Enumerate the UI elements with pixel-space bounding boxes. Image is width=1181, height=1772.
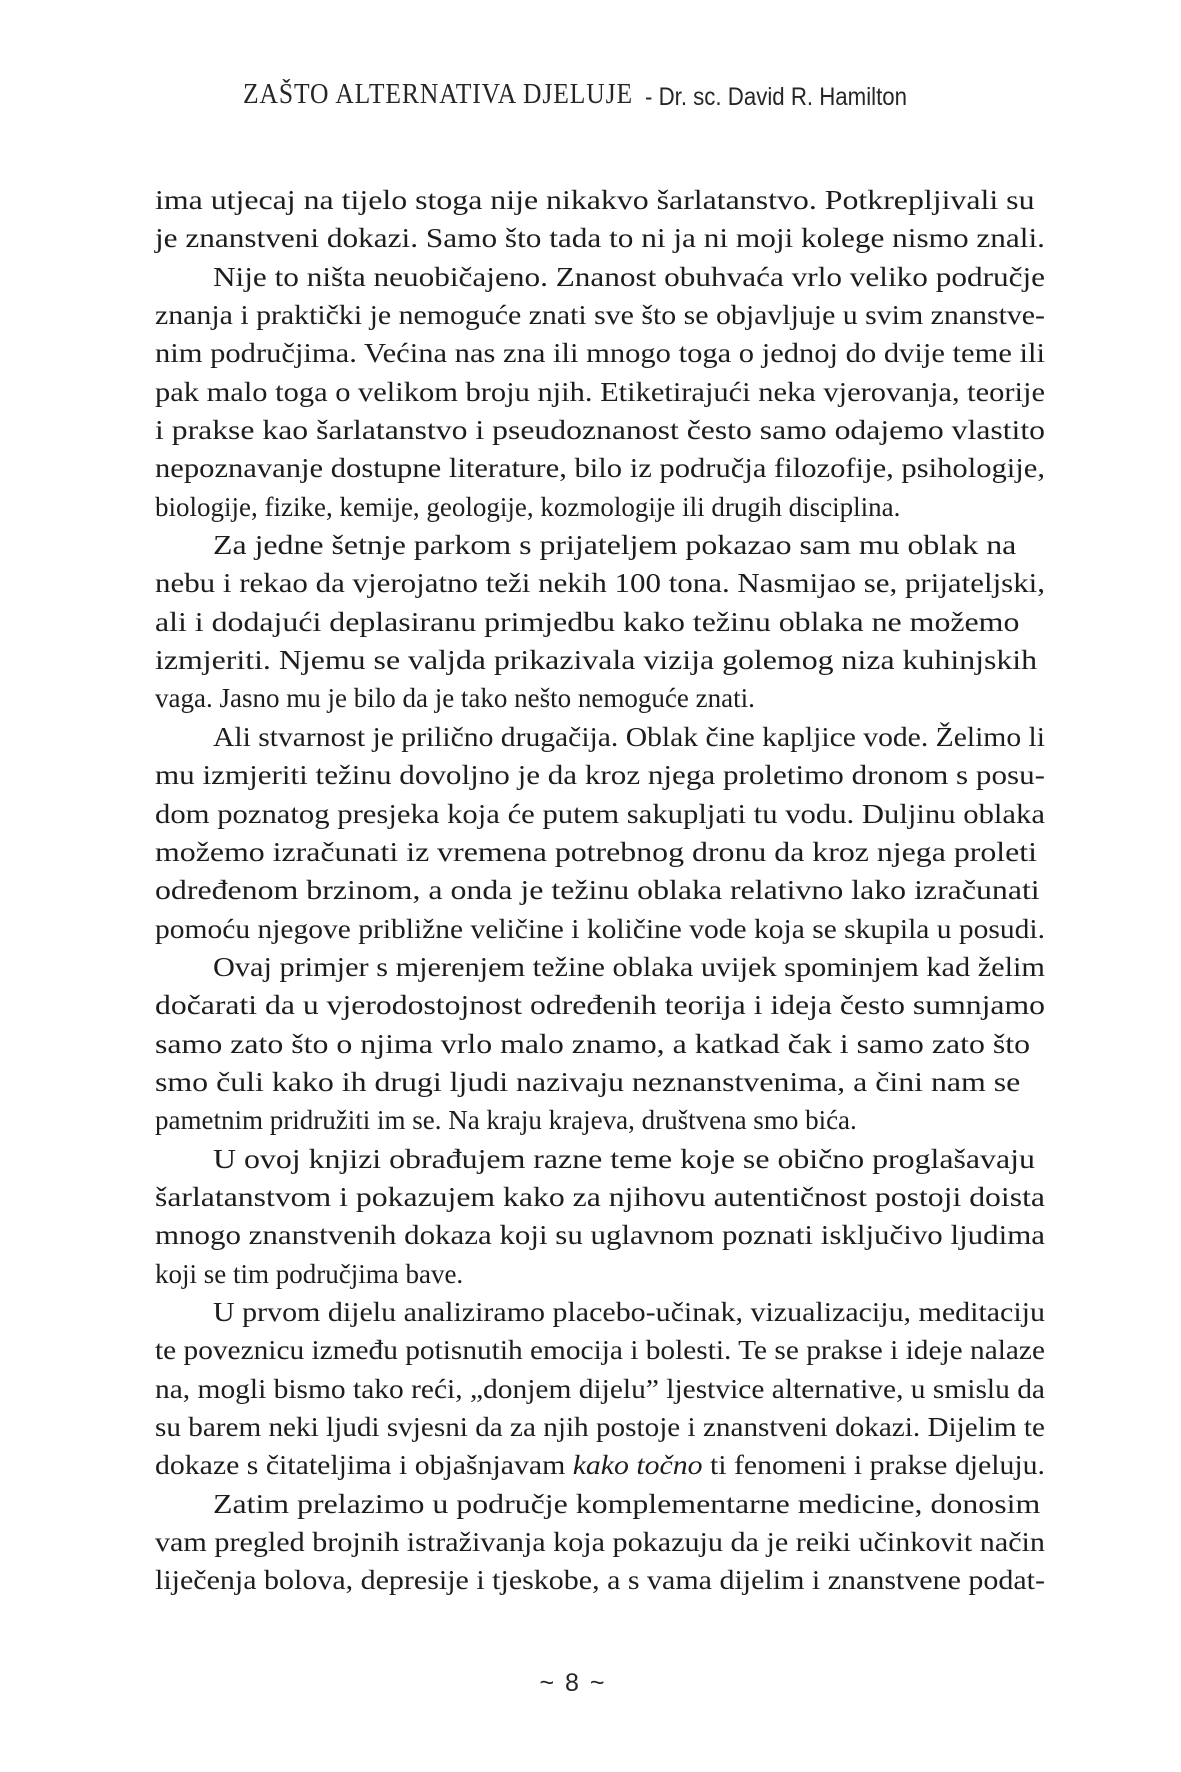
paragraph <box>155 1293 1045 1485</box>
text-line-content: liječenja bolova, depresije i tjeskobe, a s vama dijelim i znanstvene podat- <box>155 1565 1045 1596</box>
text-line <box>155 1446 1045 1484</box>
text-line <box>155 258 1045 296</box>
text-line-content: dom poznatog presjeka koja će putem sakupljati tu vodu. Duljinu oblaka <box>155 798 1045 829</box>
page-number: ~ 8 ~ <box>539 1669 607 1697</box>
paragraph <box>155 948 1045 1140</box>
text-line <box>155 1140 1045 1178</box>
italic-phrase: kako točno <box>572 1450 703 1481</box>
book-title: ZAŠTO ALTERNATIVA DJELUJE <box>243 79 633 110</box>
text-line-content: nebu i rekao da vjerojatno teži nekih 100 tona. Nasmijao se, prijateljski, <box>155 568 1045 599</box>
text-line <box>155 756 1045 794</box>
text-line <box>155 1331 1045 1369</box>
text-line <box>155 679 1045 717</box>
text-line-content: Ovaj primjer s mjerenjem težine oblaka uvijek spominjem kad želim <box>213 951 1045 982</box>
text-line <box>155 1523 1045 1561</box>
text-line <box>155 449 1045 487</box>
text-line <box>155 1370 1045 1408</box>
text-line-content: nim područjima. Većina nas zna ili mnogo toga o jednoj do dvije teme ili <box>155 338 1045 369</box>
text-line <box>155 1293 1045 1331</box>
text-line-content: ali i dodajući deplasiranu primjedbu kako težinu oblaka ne možemo <box>155 606 1020 637</box>
text-line-content: U ovoj knjizi obrađujem razne teme koje se obično proglašavaju <box>213 1143 1035 1174</box>
text-line-content: šarlatanstvom i pokazujem kako za njihovu autentičnost postoji doista <box>155 1181 1045 1212</box>
text-line <box>155 334 1045 372</box>
text-line-content: Zatim prelazimo u područje komplementarne medicine, donosim <box>213 1488 1041 1519</box>
text-line <box>155 641 1045 679</box>
text-line <box>155 373 1045 411</box>
text-line <box>155 833 1045 871</box>
text-line-content: smo čuli kako ih drugi ljudi nazivaju neznanstvenima, a čini nam se <box>155 1066 1021 1097</box>
text-line-content: mnogo znanstvenih dokaza koji su uglavnom poznati isključivo ljudima <box>155 1220 1045 1251</box>
text-line <box>155 526 1045 564</box>
text-line <box>155 1561 1045 1599</box>
text-line-content: te poveznicu između potisnutih emocija i bolesti. Te se prakse i ideje nalaze <box>155 1335 1045 1366</box>
text-line <box>155 603 1045 641</box>
text-line-content: vam pregled brojnih istraživanja koja pokazuju da je reiki učinkovit način <box>155 1527 1045 1558</box>
text-line-content: nepoznavanje dostupne literature, bilo iz područja filozofije, psihologije, <box>155 453 1045 484</box>
text-line-content: Za jedne šetnje parkom s prijateljem pokazao sam mu oblak na <box>213 530 1017 561</box>
paragraph <box>155 181 1045 258</box>
text-line-content: određenom brzinom, a onda je težinu oblaka relativno lako izračunati <box>155 875 1040 906</box>
text-line <box>155 1216 1045 1254</box>
text-line <box>155 219 1045 257</box>
text-line-content: ima utjecaj na tijelo stoga nije nikakvo šarlatanstvo. Potkrepljivali su <box>155 185 1035 215</box>
body-text <box>155 181 1045 1600</box>
text-line <box>155 986 1045 1024</box>
paragraph <box>155 258 1045 526</box>
text-line <box>155 1178 1045 1216</box>
text-line-content <box>155 1446 1045 1484</box>
text-line-content: pametnim pridružiti im se. Na kraju krajeva, društvena smo bića. <box>155 1105 857 1136</box>
running-header <box>0 0 1181 140</box>
text-line <box>155 1025 1045 1063</box>
text-line <box>155 296 1045 334</box>
text-segment: ti fenomeni i prakse djeluju. <box>702 1450 1045 1481</box>
text-line <box>155 1408 1045 1446</box>
paragraph <box>155 1485 1045 1600</box>
text-line-content: Nije to ništa neuobičajeno. Znanost obuhvaća vrlo veliko područje <box>213 261 1045 292</box>
text-line <box>155 411 1045 449</box>
text-line <box>155 1063 1045 1101</box>
text-line-content: su barem neki ljudi svjesni da za njih postoje i znanstveni dokazi. Dijelim te <box>155 1412 1045 1442</box>
text-line <box>155 910 1045 948</box>
paragraph <box>155 718 1045 948</box>
text-line-content: biologije, fizike, kemije, geologije, kozmologije ili drugih disciplina. <box>155 491 901 522</box>
text-segment: dokaze s čitateljima i objašnjavam <box>155 1450 573 1481</box>
text-line <box>155 871 1045 909</box>
paragraph <box>155 1140 1045 1293</box>
text-line-content: vaga. Jasno mu je bilo da je tako nešto nemoguće znati. <box>155 683 755 714</box>
text-line <box>155 1255 1045 1293</box>
text-line-content: pomoću njegove približne veličine i količine vode koja se skupila u posudi. <box>155 913 1045 944</box>
text-line <box>155 181 1045 219</box>
text-line-content: izmjeriti. Njemu se valjda prikazivala vizija golemog niza kuhinjskih <box>155 645 1038 676</box>
text-line-content: Ali stvarnost je prilično drugačija. Oblak čine kapljice vode. Želimo li <box>213 721 1045 752</box>
text-line-content: dočarati da u vjerodostojnost određenih teorija i ideja često sumnjamo <box>155 990 1045 1021</box>
text-line <box>155 948 1045 986</box>
text-line-content: i prakse kao šarlatanstvo i pseudoznanost često samo odajemo vlastito <box>155 415 1045 446</box>
text-line-content: možemo izračunati iz vremena potrebnog dronu da kroz njega proleti <box>155 836 1038 867</box>
text-line-content: znanja i praktički je nemoguće znati sve što se objavljuje u svim znanstve- <box>155 300 1045 331</box>
text-line <box>155 718 1045 756</box>
text-line-content: samo zato što o njima vrlo malo znamo, a katkad čak i samo zato što <box>155 1028 1031 1059</box>
paragraph <box>155 526 1045 718</box>
text-line-content: U prvom dijelu analiziramo placebo-učinak, vizualizaciju, meditaciju <box>213 1296 1045 1327</box>
text-line-content: na, mogli bismo tako reći, „donjem dijelu” ljestvice alternative, u smislu da <box>155 1373 1045 1404</box>
text-line-content: je znanstveni dokazi. Samo što tada to ni ja ni moji kolege nismo znali. <box>155 223 1045 254</box>
text-line-content: pak malo toga o velikom broju njih. Etiketirajući neka vjerovanja, teorije <box>155 376 1045 407</box>
text-line <box>155 795 1045 833</box>
text-line <box>155 1101 1045 1139</box>
text-line-content: koji se tim područjima bave. <box>155 1258 464 1289</box>
text-line <box>155 488 1045 526</box>
text-line-content: mu izmjeriti težinu dovoljno je da kroz njega proletimo dronom s posu- <box>155 760 1045 791</box>
author-credit: - Dr. sc. David R. Hamilton <box>645 83 907 111</box>
text-line <box>155 564 1045 602</box>
text-line <box>155 1485 1045 1523</box>
